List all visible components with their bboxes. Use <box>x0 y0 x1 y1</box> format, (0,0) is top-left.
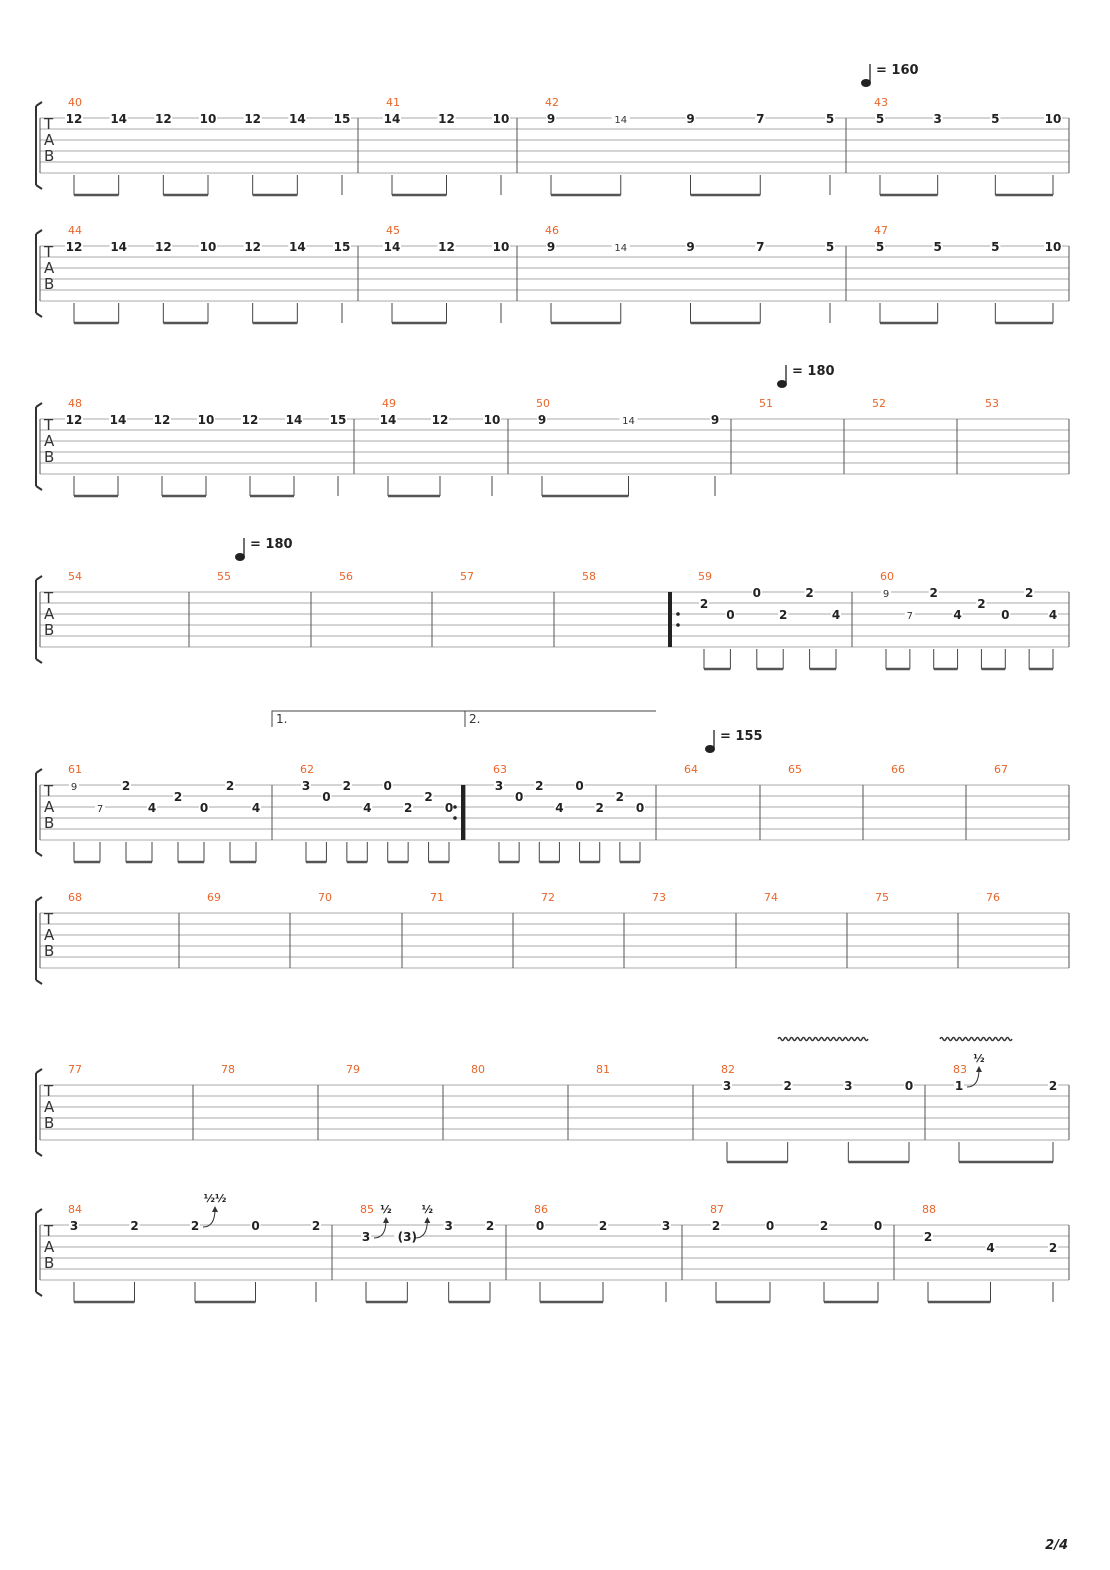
measure-number: 86 <box>534 1203 548 1216</box>
tab-clef-letter: B <box>44 621 55 639</box>
fret-number: 4 <box>251 801 261 815</box>
tab-clef-letter: B <box>44 942 55 960</box>
fret-number: 0 <box>444 801 454 815</box>
measure-number: 65 <box>788 763 802 776</box>
measure-number: 67 <box>994 763 1008 776</box>
measure-number: 72 <box>541 891 555 904</box>
measure-number: 62 <box>300 763 314 776</box>
tab-clef-letter: T <box>44 1082 54 1100</box>
fret-number: 14 <box>379 413 397 427</box>
measure-number: 48 <box>68 397 82 410</box>
staff-bracket <box>36 769 42 856</box>
fret-number: 4 <box>953 608 962 622</box>
fret-number: 0 <box>514 790 524 804</box>
tempo-marking: = 155 <box>720 729 763 744</box>
fret-number: 0 <box>873 1219 883 1233</box>
fret-number: 3 <box>844 1079 853 1093</box>
fret-number: 2 <box>190 1219 200 1233</box>
fret-number: 14 <box>288 112 306 126</box>
tab-clef-letter: B <box>44 814 55 832</box>
staff-bracket <box>36 897 42 984</box>
fret-number: 2 <box>929 586 938 600</box>
tab-clef-letter: T <box>44 589 54 607</box>
repeat-dot <box>453 805 457 809</box>
fret-number: 2 <box>598 1219 608 1233</box>
arrow-head-icon <box>424 1217 430 1223</box>
fret-number: 15 <box>333 112 351 126</box>
measure-number: 63 <box>493 763 507 776</box>
fret-number: 4 <box>986 1241 995 1255</box>
tab-clef-letter: A <box>44 1098 55 1116</box>
fret-number: 14 <box>288 240 306 254</box>
fret-number: 9 <box>710 413 720 427</box>
fret-number: 14 <box>614 115 628 126</box>
fret-number: 2 <box>342 779 352 793</box>
fret-number: 9 <box>537 413 547 427</box>
measure-number: 41 <box>386 96 400 109</box>
fret-number: 0 <box>635 801 645 815</box>
fret-number: 14 <box>285 413 303 427</box>
fret-number: 0 <box>383 779 392 793</box>
tab-clef-letter: A <box>44 432 55 450</box>
tab-clef-letter: A <box>44 605 55 623</box>
fret-number: 10 <box>199 112 217 126</box>
fret-number: 0 <box>251 1219 260 1233</box>
fret-number: 7 <box>96 804 104 815</box>
measure-number: 51 <box>759 397 773 410</box>
fret-number: 12 <box>65 413 83 427</box>
fret-number: 14 <box>383 112 401 126</box>
fret-number: 2 <box>783 1079 792 1093</box>
fret-number: 2 <box>977 597 986 611</box>
fret-number: 7 <box>756 240 765 254</box>
fret-number: 1 <box>954 1079 964 1093</box>
fret-number: 12 <box>244 240 262 254</box>
staff-bracket <box>36 576 42 663</box>
fret-number: 12 <box>431 413 449 427</box>
fret-number: 14 <box>110 240 128 254</box>
measure-number: 79 <box>346 1063 360 1076</box>
fret-number: 5 <box>875 112 885 126</box>
measure-number: 84 <box>68 1203 82 1216</box>
fret-number: 2 <box>595 801 604 815</box>
fret-number: 12 <box>153 413 171 427</box>
tab-clef-letter: T <box>44 782 54 800</box>
tab-clef-letter: T <box>44 115 54 133</box>
fret-number: 9 <box>882 589 890 600</box>
tab-clef-letter: B <box>44 147 55 165</box>
fret-number: 2 <box>424 790 433 804</box>
tab-clef-letter: B <box>44 1254 55 1272</box>
fret-number: 7 <box>756 112 765 126</box>
measure-number: 60 <box>880 570 894 583</box>
measure-number: 73 <box>652 891 666 904</box>
fret-number: 5 <box>825 112 835 126</box>
fret-number: 5 <box>825 240 835 254</box>
fret-number: 2 <box>485 1219 495 1233</box>
tab-clef-letter: A <box>44 131 55 149</box>
fret-number: 9 <box>546 112 556 126</box>
fret-number: 10 <box>483 413 501 427</box>
measure-number: 45 <box>386 224 400 237</box>
vibrato-icon <box>940 1038 1012 1041</box>
fret-number: (3) <box>397 1230 417 1244</box>
fret-number: 12 <box>65 112 83 126</box>
volta-bracket <box>272 711 465 727</box>
fret-number: 2 <box>173 790 183 804</box>
fret-number: 12 <box>154 240 172 254</box>
fret-number: 4 <box>831 608 841 622</box>
fret-number: 9 <box>70 782 78 793</box>
measure-number: 50 <box>536 397 550 410</box>
fret-number: 0 <box>1001 608 1010 622</box>
measure-number: 69 <box>207 891 221 904</box>
fret-number: 0 <box>199 801 209 815</box>
measure-number: 85 <box>360 1203 374 1216</box>
measure-number: 59 <box>698 570 712 583</box>
fret-number: 2 <box>819 1219 829 1233</box>
volta-bracket <box>465 711 656 727</box>
fret-number: 9 <box>686 240 695 254</box>
measure-number: 58 <box>582 570 596 583</box>
measure-number: 47 <box>874 224 888 237</box>
measure-number: 52 <box>872 397 886 410</box>
fret-number: 3 <box>301 779 311 793</box>
fret-number: 10 <box>199 240 217 254</box>
repeat-dot <box>676 623 680 627</box>
bend-amount: ½ <box>421 1203 434 1216</box>
fret-number: 14 <box>383 240 401 254</box>
measure-number: 88 <box>922 1203 936 1216</box>
fret-number: 12 <box>154 112 172 126</box>
staff-bracket <box>36 1209 42 1296</box>
volta-label: 1. <box>276 712 288 726</box>
staff-bracket <box>36 102 42 189</box>
fret-number: 3 <box>933 112 942 126</box>
fret-number: 2 <box>711 1219 721 1233</box>
tab-clef-letter: A <box>44 926 55 944</box>
tab-clef-letter: T <box>44 1222 54 1240</box>
tab-clef-letter: T <box>44 243 54 261</box>
fret-number: 5 <box>991 112 1000 126</box>
arrow-head-icon <box>383 1217 389 1223</box>
fret-number: 0 <box>904 1079 914 1093</box>
tab-clef-letter: B <box>44 275 55 293</box>
measure-number: 44 <box>68 224 82 237</box>
fret-number: 2 <box>311 1219 321 1233</box>
tempo-marking: = 160 <box>876 63 919 78</box>
fret-number: 2 <box>121 779 131 793</box>
fret-number: 0 <box>765 1219 775 1233</box>
tab-clef-letter: T <box>44 416 54 434</box>
measure-number: 74 <box>764 891 778 904</box>
bend-amount: ½ <box>973 1052 985 1065</box>
fret-number: 2 <box>1048 1079 1058 1093</box>
measure-number: 77 <box>68 1063 82 1076</box>
tempo-marking: = 180 <box>792 364 835 379</box>
measure-number: 83 <box>953 1063 967 1076</box>
measure-number: 75 <box>875 891 889 904</box>
fret-number: 2 <box>1048 1241 1058 1255</box>
measure-number: 53 <box>985 397 999 410</box>
fret-number: 10 <box>492 240 510 254</box>
measure-number: 49 <box>382 397 396 410</box>
tab-clef-letter: A <box>44 1238 55 1256</box>
measure-number: 46 <box>545 224 559 237</box>
fret-number: 3 <box>661 1219 671 1233</box>
fret-number: 2 <box>805 586 814 600</box>
arrow-head-icon <box>212 1206 218 1212</box>
fret-number: 0 <box>322 790 331 804</box>
measure-number: 54 <box>68 570 82 583</box>
tab-clef-letter: B <box>44 1114 55 1132</box>
measure-number: 40 <box>68 96 82 109</box>
measure-number: 70 <box>318 891 332 904</box>
fret-number: 2 <box>923 1230 933 1244</box>
measure-number: 76 <box>986 891 1000 904</box>
fret-number: 14 <box>109 413 127 427</box>
fret-number: 4 <box>555 801 564 815</box>
fret-number: 10 <box>1044 240 1062 254</box>
repeat-dot <box>676 612 680 616</box>
measure-number: 71 <box>430 891 444 904</box>
fret-number: 12 <box>244 112 262 126</box>
arrow-head-icon <box>976 1066 982 1072</box>
fret-number: 14 <box>614 243 628 254</box>
fret-number: 10 <box>1044 112 1062 126</box>
fret-number: 5 <box>933 240 942 254</box>
fret-number: 3 <box>444 1219 453 1233</box>
fret-number: 15 <box>329 413 347 427</box>
repeat-dot <box>453 816 457 820</box>
measure-number: 81 <box>596 1063 610 1076</box>
fret-number: 3 <box>361 1230 371 1244</box>
fret-number: 2 <box>535 779 544 793</box>
fret-number: 3 <box>69 1219 79 1233</box>
fret-number: 2 <box>403 801 413 815</box>
fret-number: 10 <box>197 413 215 427</box>
fret-number: 5 <box>875 240 885 254</box>
measure-number: 64 <box>684 763 698 776</box>
measure-number: 43 <box>874 96 888 109</box>
staff-bracket <box>36 230 42 317</box>
fret-number: 2 <box>699 597 709 611</box>
staff-bracket <box>36 403 42 490</box>
fret-number: 3 <box>722 1079 732 1093</box>
fret-number: 12 <box>241 413 259 427</box>
measure-number: 80 <box>471 1063 485 1076</box>
measure-number: 55 <box>217 570 231 583</box>
fret-number: 0 <box>726 608 735 622</box>
fret-number: 10 <box>492 112 510 126</box>
fret-number: 0 <box>575 779 584 793</box>
measure-number: 87 <box>710 1203 724 1216</box>
fret-number: 2 <box>615 790 625 804</box>
fret-number: 4 <box>363 801 372 815</box>
measure-number: 82 <box>721 1063 735 1076</box>
tempo-marking: = 180 <box>250 537 293 552</box>
fret-number: 2 <box>130 1219 139 1233</box>
fret-number: 3 <box>494 779 504 793</box>
fret-number: 2 <box>779 608 788 622</box>
fret-number: 0 <box>752 586 761 600</box>
fret-number: 7 <box>906 611 914 622</box>
fret-number: 12 <box>438 240 455 254</box>
fret-number: 9 <box>546 240 556 254</box>
tab-clef-letter: A <box>44 798 55 816</box>
bend-amount: ½ <box>380 1203 392 1216</box>
fret-number: 4 <box>147 801 157 815</box>
measure-number: 68 <box>68 891 82 904</box>
fret-number: 4 <box>1048 608 1058 622</box>
tab-clef-letter: B <box>44 448 55 466</box>
measure-number: 42 <box>545 96 559 109</box>
fret-number: 14 <box>110 112 128 126</box>
measure-number: 66 <box>891 763 905 776</box>
measure-number: 61 <box>68 763 82 776</box>
vibrato-icon <box>778 1038 868 1041</box>
fret-number: 2 <box>1024 586 1034 600</box>
fret-number: 12 <box>65 240 83 254</box>
fret-number: 0 <box>535 1219 545 1233</box>
repeat-start-barline <box>668 592 672 647</box>
tab-clef-letter: T <box>44 910 54 928</box>
bend-amount: ½½ <box>203 1192 227 1205</box>
fret-number: 5 <box>991 240 1000 254</box>
fret-number: 9 <box>686 112 695 126</box>
staff-bracket <box>36 1069 42 1156</box>
tab-clef-letter: A <box>44 259 55 277</box>
measure-number: 78 <box>221 1063 235 1076</box>
measure-number: 57 <box>460 570 474 583</box>
page-number: 2/4 <box>1045 1538 1068 1553</box>
volta-label: 2. <box>469 712 481 726</box>
fret-number: 15 <box>333 240 351 254</box>
measure-number: 56 <box>339 570 353 583</box>
fret-number: 12 <box>438 112 455 126</box>
repeat-end-barline <box>461 785 465 840</box>
fret-number: 14 <box>622 416 635 427</box>
fret-number: 2 <box>225 779 235 793</box>
